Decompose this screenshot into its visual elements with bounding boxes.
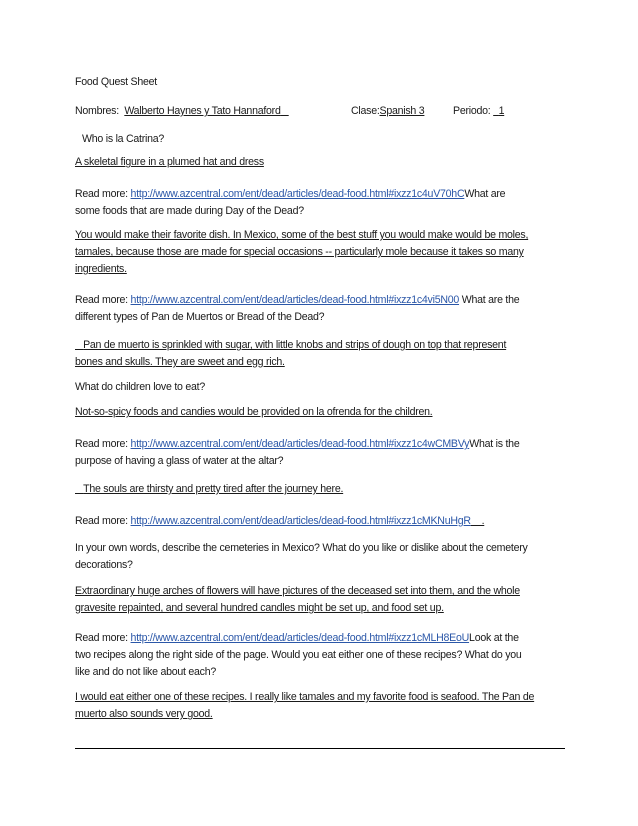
footer-rule [75,748,565,749]
answer-foods-line1: You would make their favorite dish. In Mexico, some of the best stuff you would make would be moles, [75,229,529,241]
answer-foods-line3: ingredients. [75,263,127,275]
clase-value: Spanish 3 [379,105,425,117]
answer-recipes-line1: I would eat either one of these recipes. I really like tamales and my favorite food is seafood. The Pan de [75,691,535,703]
question-water-line2: purpose of having a glass of water at the altar? [75,455,284,467]
clase-field [351,104,424,118]
periodo-label: Periodo: [453,105,491,117]
answer-cemeteries-line2: gravesite repainted, and several hundred candles might be set up, and food set up. [75,602,444,614]
answer-foods-line2: tamales, because those are made for special occasions -- particularly mole because it takes so many [75,246,524,258]
answer-bread-line2: bones and skulls. They are sweet and egg rich. [75,356,285,368]
nombres-value: Walberto Haynes y Tato Hannaford [124,105,281,117]
question-bread: What are the [459,294,520,306]
readmore-label: Read more: [75,438,131,450]
question-recipes-line3: like and do not like about each? [75,666,217,678]
nombres-label: Nombres: [75,105,119,117]
article-link-2[interactable]: http://www.azcentral.com/ent/dead/articles/dead-food.html#ixzz1c4vi5N00 [130,294,460,306]
article-link-1[interactable]: http://www.azcentral.com/ent/dead/articles/dead-food.html#ixzz1c4uV70hC [130,188,465,200]
header-row [75,104,289,118]
article-link-4[interactable]: http://www.azcentral.com/ent/dead/articles/dead-food.html#ixzz1cMKNuHgR [130,515,471,527]
question-foods-line2: some foods that are made during Day of the Dead? [75,205,304,217]
readmore-label: Read more: [75,188,131,200]
readmore-4: Read more: http://www.azcentral.com/ent/dead/articles/dead-food.html#ixzz1cMKNuHgR . [75,515,485,527]
readmore-label: Read more: [75,294,131,306]
readmore-1 [75,187,505,201]
question-recipes: Look at the [469,632,519,644]
periodo-value: 1 [498,105,505,117]
question-catrina: Who is la Catrina? [82,133,165,145]
question-foods: What are [464,188,506,200]
sheet-title: Food Quest Sheet [75,76,157,88]
periodo-field [453,104,504,118]
answer-cemeteries-line1: Extraordinary huge arches of flowers will have pictures of the deceased set into them, and the whole [75,585,520,597]
answer-children: Not-so-spicy foods and candies would be provided on la ofrenda for the children. [75,406,433,418]
readmore-3 [75,437,519,451]
readmore-2 [75,293,519,307]
readmore-5 [75,631,519,645]
question-children: What do children love to eat? [75,381,205,393]
answer-bread-line1: Pan de muerto is sprinkled with sugar, with little knobs and strips of dough on top that represent [83,339,507,351]
clase-label: Clase: [351,105,380,117]
answer-catrina: A skeletal figure in a plumed hat and dress [75,156,264,168]
article-link-3[interactable]: http://www.azcentral.com/ent/dead/articles/dead-food.html#ixzz1c4wCMBVy [130,438,470,450]
answer-water: The souls are thirsty and pretty tired after the journey here. [83,483,344,495]
readmore-label: Read more: [75,632,131,644]
question-bread-line2: different types of Pan de Muertos or Bread of the Dead? [75,311,325,323]
question-cemeteries-line2: decorations? [75,559,133,571]
readmore-label: Read more: [75,515,131,527]
article-link-5[interactable]: http://www.azcentral.com/ent/dead/articles/dead-food.html#ixzz1cMLH8EoU [130,632,470,644]
question-recipes-line2: two recipes along the right side of the page. Would you eat either one of these recipes? What do you [75,649,522,661]
question-water: What is the [469,438,520,450]
answer-recipes-line2: muerto also sounds very good. [75,708,213,720]
question-cemeteries-line1: In your own words, describe the cemeteries in Mexico? What do you like or dislike about the cemetery [75,542,528,554]
